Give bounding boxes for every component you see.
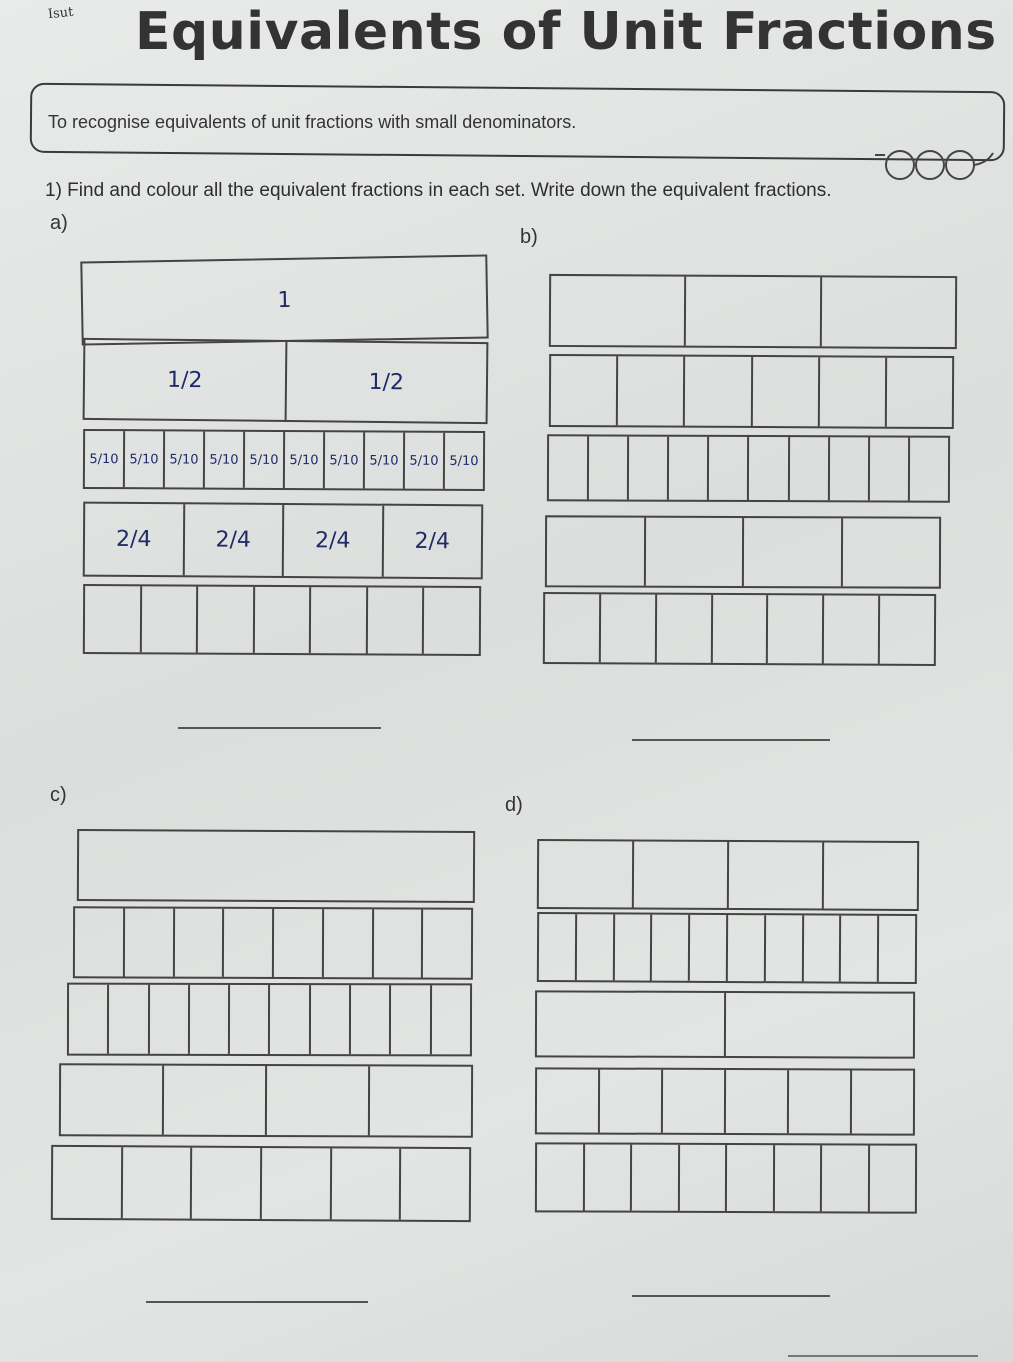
fraction-part[interactable]	[164, 1066, 267, 1135]
fraction-part[interactable]: 5/10	[205, 432, 245, 488]
fraction-part[interactable]	[663, 1070, 726, 1133]
fraction-part[interactable]: 5/10	[165, 431, 205, 487]
fraction-part[interactable]	[537, 992, 726, 1056]
fraction-part[interactable]: 1	[277, 287, 292, 313]
fraction-part[interactable]	[744, 518, 843, 586]
fraction-part[interactable]: 5/10	[285, 432, 325, 488]
fraction-part[interactable]	[727, 1145, 775, 1211]
fraction-part[interactable]	[820, 357, 888, 426]
fraction-part[interactable]	[370, 1066, 471, 1135]
fraction-part[interactable]	[539, 914, 577, 980]
answer-line-c[interactable]	[146, 1301, 368, 1303]
fraction-part[interactable]	[85, 586, 142, 652]
fraction-part[interactable]	[726, 1070, 789, 1133]
fraction-part[interactable]	[190, 985, 230, 1054]
answer-line-b[interactable]	[632, 739, 830, 741]
fraction-part[interactable]	[53, 1147, 123, 1218]
fraction-part[interactable]	[690, 915, 728, 981]
fraction-part[interactable]: 5/10	[449, 453, 479, 469]
fraction-part[interactable]	[75, 908, 125, 976]
progress-circles-icon	[875, 147, 995, 181]
fraction-part[interactable]	[584, 1145, 632, 1211]
fraction-bar-a-4	[83, 502, 484, 580]
fraction-part[interactable]	[311, 985, 351, 1054]
fraction-part[interactable]	[600, 1070, 663, 1133]
fraction-part[interactable]	[632, 1145, 680, 1211]
fraction-part[interactable]	[766, 915, 804, 981]
fraction-part[interactable]	[551, 276, 687, 346]
fraction-part[interactable]	[537, 1069, 600, 1132]
fraction-part[interactable]: 2/4	[284, 505, 384, 577]
fraction-bar-d-2	[537, 912, 917, 984]
fraction-part[interactable]	[224, 909, 274, 977]
fraction-bar-d-4	[535, 1067, 915, 1135]
fraction-part[interactable]	[752, 357, 820, 426]
fraction-part[interactable]	[768, 595, 824, 663]
fraction-part[interactable]	[830, 437, 870, 500]
fraction-part[interactable]	[141, 586, 198, 652]
fraction-part[interactable]: 5/10	[245, 432, 285, 488]
worksheet-title: Equivalents of Unit Fractions	[135, 2, 997, 62]
fraction-part[interactable]	[270, 985, 310, 1054]
fraction-bar-b-4	[545, 515, 941, 588]
fraction-part[interactable]	[618, 356, 686, 425]
fraction-bar-b-5	[543, 592, 936, 666]
fraction-part[interactable]	[822, 1145, 870, 1211]
fraction-part[interactable]	[652, 915, 690, 981]
set-a-label: a)	[50, 212, 68, 234]
fraction-bar-d-5	[535, 1142, 917, 1213]
fraction-part[interactable]	[125, 908, 175, 976]
fraction-part[interactable]	[789, 437, 829, 500]
fraction-part[interactable]	[351, 985, 391, 1054]
fraction-part[interactable]	[122, 1147, 192, 1218]
fraction-part[interactable]	[749, 437, 789, 500]
fraction-part[interactable]	[910, 438, 948, 501]
fraction-part[interactable]	[669, 437, 709, 500]
fraction-part[interactable]	[79, 831, 473, 901]
fraction-part[interactable]	[634, 842, 729, 908]
fraction-part[interactable]	[629, 437, 669, 500]
fraction-part[interactable]	[274, 909, 324, 977]
fraction-part[interactable]	[880, 596, 934, 664]
fraction-part[interactable]	[368, 587, 425, 653]
fraction-part[interactable]	[61, 1065, 164, 1134]
fraction-part[interactable]	[821, 277, 955, 347]
fraction-part[interactable]: 5/10	[325, 432, 365, 488]
fraction-bar-b-3	[547, 434, 950, 502]
fraction-part[interactable]	[803, 915, 841, 981]
set-d-label: d)	[505, 794, 523, 816]
fraction-part[interactable]	[879, 916, 915, 982]
fraction-part[interactable]	[870, 437, 910, 500]
fraction-part[interactable]	[712, 595, 768, 663]
fraction-part[interactable]	[869, 1146, 915, 1212]
fraction-part[interactable]	[729, 842, 824, 908]
answer-line-a[interactable]	[178, 727, 381, 729]
fraction-part[interactable]	[545, 594, 601, 662]
fraction-part[interactable]	[198, 587, 255, 653]
page-edge-line	[788, 1355, 978, 1357]
fraction-bar-a-5	[83, 584, 481, 656]
fraction-part[interactable]	[824, 843, 917, 909]
set-c-label: c)	[50, 784, 67, 806]
fraction-part[interactable]	[547, 517, 646, 585]
fraction-bar-c-2	[73, 906, 473, 979]
fraction-part[interactable]	[311, 587, 368, 653]
fraction-part[interactable]	[852, 1070, 913, 1133]
fraction-part[interactable]: 1/2	[85, 340, 287, 420]
fraction-part[interactable]	[150, 985, 190, 1054]
fraction-part[interactable]	[109, 985, 149, 1054]
question-instruction: 1) Find and colour all the equivalent fractions in each set. Write down the equivalent fractions.	[45, 180, 832, 201]
fraction-part[interactable]	[174, 909, 224, 977]
fraction-part[interactable]	[551, 356, 619, 425]
fraction-part[interactable]	[373, 909, 423, 977]
fraction-part[interactable]	[887, 358, 953, 427]
fraction-part[interactable]	[685, 357, 753, 426]
fraction-part[interactable]	[577, 914, 615, 980]
fraction-part[interactable]	[267, 1066, 370, 1135]
fraction-part[interactable]	[69, 985, 109, 1054]
fraction-part[interactable]	[423, 910, 471, 978]
fraction-part[interactable]	[614, 914, 652, 980]
fraction-part[interactable]	[824, 595, 880, 663]
fraction-part[interactable]	[774, 1145, 822, 1211]
fraction-part[interactable]	[842, 518, 939, 586]
fraction-part[interactable]: 2/4	[184, 504, 284, 576]
fraction-part[interactable]	[332, 1148, 402, 1219]
fraction-part[interactable]	[686, 277, 822, 347]
fraction-part[interactable]	[789, 1070, 852, 1133]
fraction-part[interactable]: 5/10	[85, 431, 125, 487]
fraction-bar-d-1	[537, 839, 919, 911]
fraction-part[interactable]: 2/4	[85, 504, 185, 576]
fraction-bar-a-1	[80, 254, 488, 345]
fraction-part[interactable]	[657, 595, 713, 663]
fraction-bar-d-3	[535, 990, 915, 1058]
fraction-part[interactable]	[645, 518, 744, 586]
fraction-bar-b-2	[549, 354, 954, 429]
fraction-bar-a-2	[83, 338, 489, 424]
fraction-part[interactable]	[728, 915, 766, 981]
fraction-part[interactable]	[432, 985, 470, 1054]
fraction-part[interactable]	[679, 1145, 727, 1211]
fraction-part[interactable]	[709, 437, 749, 500]
fraction-bar-c-5	[51, 1145, 471, 1222]
fraction-bar-b-1	[549, 274, 957, 349]
fraction-part[interactable]: 5/10	[405, 433, 445, 489]
fraction-part[interactable]	[589, 436, 629, 499]
fraction-part[interactable]	[549, 436, 589, 499]
set-b-label: b)	[520, 226, 538, 248]
fraction-part[interactable]: 1/2	[368, 369, 405, 395]
fraction-part[interactable]	[841, 916, 879, 982]
fraction-part[interactable]	[262, 1148, 332, 1219]
fraction-bar-c-4	[59, 1063, 473, 1137]
objective-text: To recognise equivalents of unit fractions with small denominators.	[48, 112, 577, 132]
fraction-part[interactable]: 2/4	[414, 528, 451, 555]
name-scribble: Isut	[47, 4, 75, 23]
fraction-bar-c-3	[67, 983, 472, 1057]
fraction-part[interactable]	[230, 985, 270, 1054]
fraction-part[interactable]	[726, 993, 913, 1057]
fraction-part[interactable]: 5/10	[365, 432, 405, 488]
fraction-part[interactable]	[424, 588, 479, 654]
fraction-bar-a-3	[83, 429, 485, 491]
fraction-part[interactable]	[255, 587, 312, 653]
fraction-part[interactable]	[192, 1148, 262, 1219]
answer-line-d[interactable]	[632, 1295, 830, 1297]
fraction-part[interactable]	[539, 841, 634, 907]
fraction-part[interactable]	[324, 909, 374, 977]
fraction-part[interactable]	[601, 594, 657, 662]
fraction-part[interactable]	[537, 1144, 585, 1210]
fraction-bar-c-1	[77, 829, 475, 903]
fraction-part[interactable]	[391, 985, 431, 1054]
fraction-part[interactable]	[401, 1149, 469, 1220]
fraction-part[interactable]: 5/10	[125, 431, 165, 487]
